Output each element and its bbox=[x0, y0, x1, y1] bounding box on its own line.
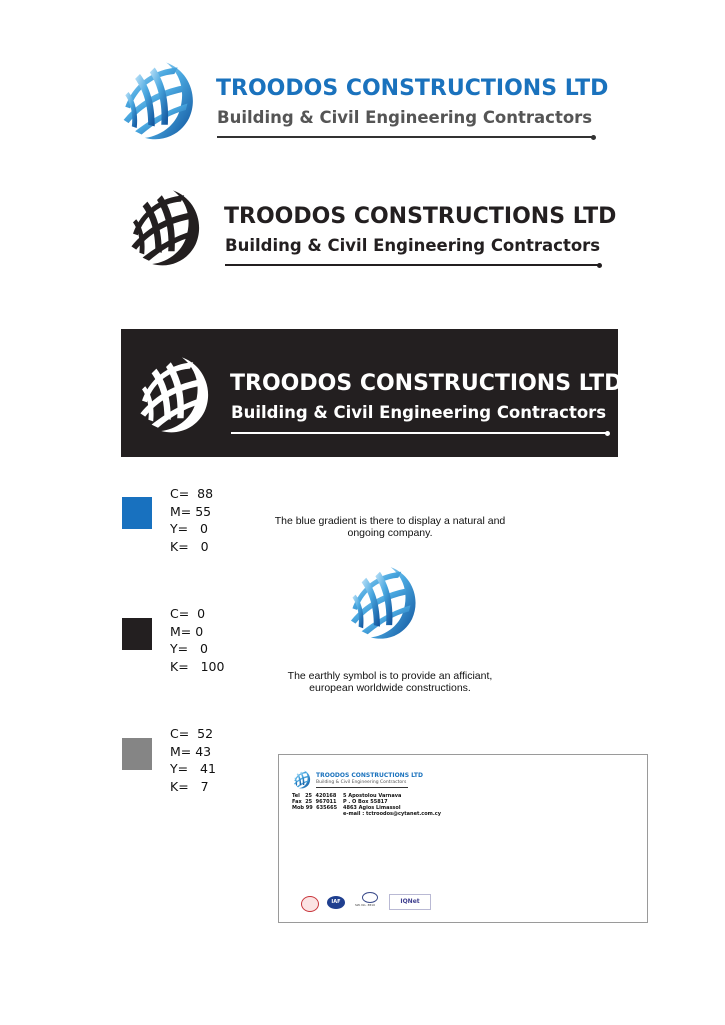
company-name: TROODOS CONSTRUCTIONS LTD bbox=[224, 204, 617, 229]
letterhead-mob: Mob 99 635665 bbox=[292, 805, 338, 811]
underline-rule bbox=[217, 136, 593, 138]
cmyk-grey: C= 52 M= 43 Y= 41 K= 7 bbox=[170, 726, 216, 794]
rule-dot bbox=[591, 135, 596, 140]
cert-seal-icon bbox=[362, 892, 378, 903]
company-name: TROODOS CONSTRUCTIONS LTD bbox=[216, 76, 609, 101]
letterhead-tel: Tel 25 420168 bbox=[292, 793, 337, 799]
letterhead-address3: 4863 Agios Limassol bbox=[343, 805, 401, 811]
globe-icon bbox=[110, 56, 206, 146]
swatch-blue bbox=[122, 497, 152, 529]
rule-dot bbox=[597, 263, 602, 268]
cmyk-blue: C= 88 M= 55 Y= 0 K= 0 bbox=[170, 486, 214, 554]
globe-icon bbox=[127, 351, 221, 439]
letterhead-address2: P . O Box 55817 bbox=[343, 799, 388, 805]
cmyk-black: C= 0 M= 0 Y= 0 K= 100 bbox=[170, 606, 225, 674]
letterhead-email: e-mail : tctroodos@cytanet.com.cy bbox=[343, 811, 441, 817]
letterhead-rule bbox=[316, 787, 408, 788]
logo-blue bbox=[110, 56, 609, 146]
gradient-note: The blue gradient is there to display a natural and ongoing company. bbox=[274, 515, 506, 539]
cert-badge-red-icon bbox=[301, 896, 319, 912]
letterhead-company-name: TROODOS CONSTRUCTIONS LTD bbox=[316, 772, 424, 779]
letterhead-tagline: Building & Civil Engineering Contractors bbox=[316, 780, 407, 785]
company-tagline: Building & Civil Engineering Contractors bbox=[231, 403, 607, 422]
rule-dot bbox=[605, 431, 610, 436]
letterhead-preview bbox=[278, 754, 648, 923]
letterhead-address1: 5 Apostolou Varnava bbox=[343, 793, 402, 799]
globe-icon bbox=[118, 184, 212, 272]
swatch-grey bbox=[122, 738, 152, 770]
swatch-black bbox=[122, 618, 152, 650]
underline-rule bbox=[225, 264, 601, 266]
logo-black bbox=[118, 184, 617, 274]
letterhead-fax: Fax 25 967011 bbox=[292, 799, 337, 805]
globe-icon bbox=[291, 769, 313, 790]
iaf-badge: IAF bbox=[327, 896, 345, 909]
underline-rule bbox=[231, 432, 607, 434]
symbol-note: The earthly symbol is to provide an afficiant, european worldwide constructions. bbox=[287, 670, 493, 694]
company-name: TROODOS CONSTRUCTIONS LTD bbox=[230, 371, 623, 396]
iqnet-badge: IQNet bbox=[389, 894, 431, 910]
globe-icon bbox=[336, 561, 430, 645]
logo-inverted-panel bbox=[121, 329, 623, 457]
company-tagline: Building & Civil Engineering Contractors bbox=[225, 236, 601, 255]
company-tagline: Building & Civil Engineering Contractors bbox=[217, 108, 593, 127]
cert-number: SW. No. 3810 bbox=[355, 903, 376, 907]
